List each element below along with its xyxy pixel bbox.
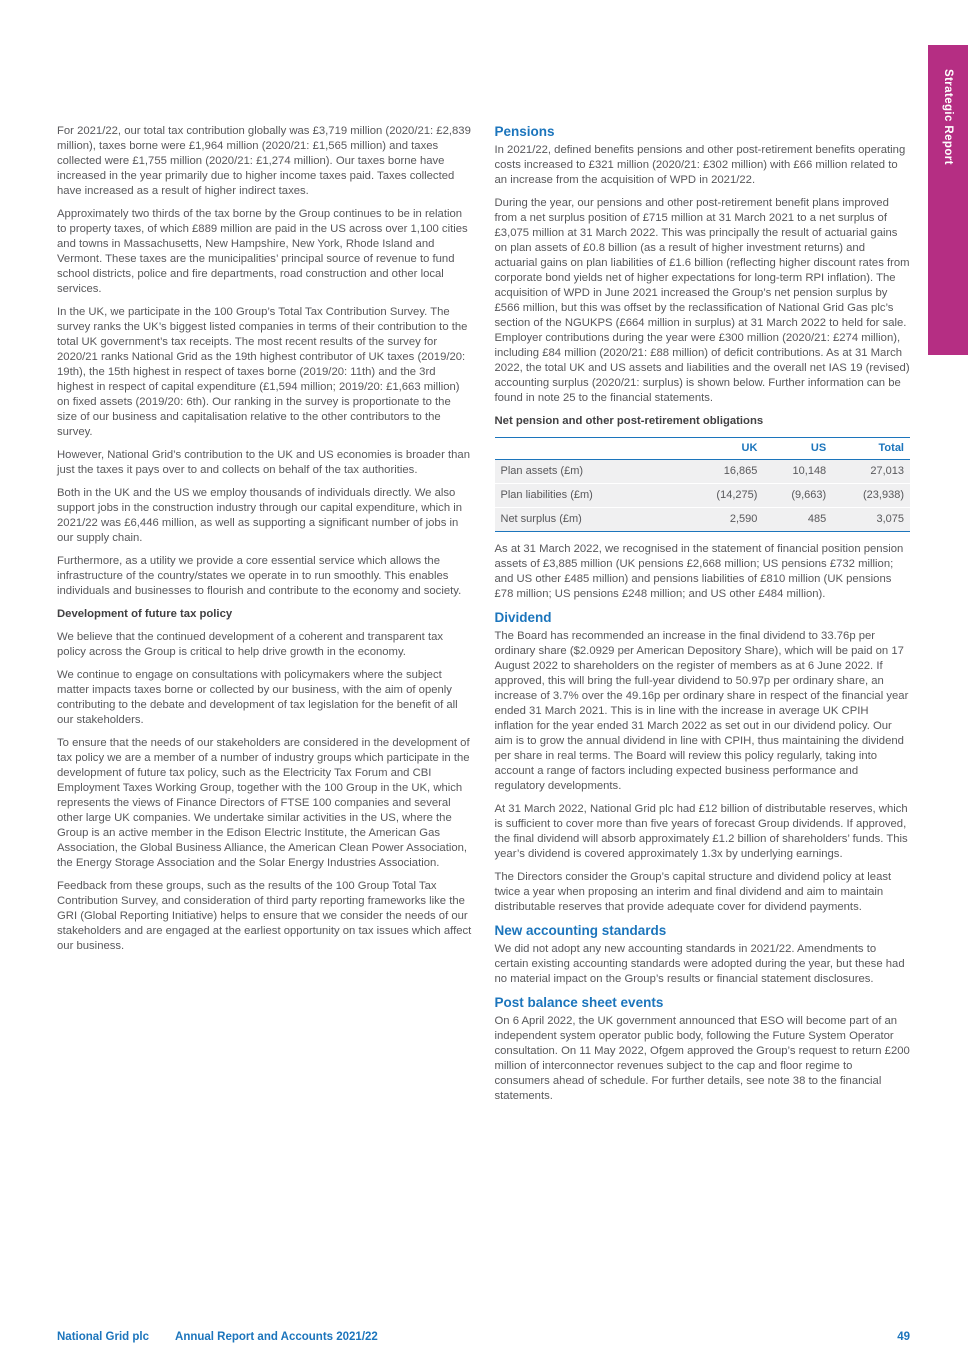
economic-contribution-paragraph: However, National Grid’s contribution to the UK and US economies is broader than just the taxes it pays over to and collects on behalf of the tax authorities. [57, 449, 470, 476]
pensions-recognition-paragraph: As at 31 March 2022, we recognised in the statement of financial position pension assets of £3,885 million (UK pensions £2,668 million; US pensions £732 million; and US other £485 million) and pensions liabilities of £810 million (UK pensions £78 million; US pensions £248 million; and US other £484 million). [494, 543, 904, 600]
dividend-paragraph: The Board has recommended an increase in the final dividend to 33.76p per ordinary share ($2.0929 per American Depository Share), which will be paid on 17 August 2022 to shareholders on the register of members as at 6 June 2022. If approved, this will bring the full-year dividend to 50.97p per ordinary share, an increase of 3.7% over the 49.16p per ordinary share in respect of the financial year ended 31 March 2021. This is in line with the increase in average UK CPIH inflation for the year ended 31 March 2022 as set out in our dividend policy. Our aim is to grow the annual dividend in line with CPIH, thus maintaining the dividend per share in real terms. The Board will review this policy regularly, taking into account a range of factors including expected business performance and regulatory developments. [494, 630, 909, 792]
cell-total: 3,075 [832, 508, 910, 532]
post-balance-paragraph: On 6 April 2022, the UK government announced that ESO will become part of an independent system operator public body, following the Future System Operator consultation. On 11 May 2022, Ofgem approved the Group’s request to return £200 million of interconnector revenues subject to the cap and floor regime to consumers ahead of schedule. For further details, see note 38 to the financial statements. [494, 1015, 910, 1102]
right-column [495, 124, 911, 1112]
pensions-paragraph: In 2021/22, defined benefits pensions and other post-retirement benefits operating costs increased to £321 million (2020/21: £302 million) with £66 million related to an increase from the acquisition of WPD in 2021/22. [494, 144, 906, 186]
tax-survey-paragraph: In the UK, we participate in the 100 Group’s Total Tax Contribution Survey. The survey ranks the UK’s biggest listed companies in terms of their contribution to the total UK government’s tax receipts. The most recent results of the survey for 2020/21 ranks National Grid as the 19th highest contributor of UK taxes (2019/20: 19th), the 15th highest in respect of taxes borne (2019/20: 11th) and the 3rd highest in respect of capital expenditure (£1,594 million; 2019/20: £1,663 million) on fixed assets (2019/20: 6th). Our ranking in the survey is proportionate to the size of our business and capitalisation relative to the other contributors to the survey. [57, 306, 468, 438]
table-header-row [495, 438, 911, 460]
table-header-uk: UK [686, 438, 764, 460]
pensions-heading: Pensions [494, 124, 555, 139]
row-label: Net surplus (£m) [495, 508, 686, 532]
cell-us: 10,148 [763, 460, 832, 484]
row-label: Plan assets (£m) [495, 460, 686, 484]
tax-contribution-paragraph: For 2021/22, our total tax contribution globally was £3,719 million (2020/21: £2,839 million), taxes borne were £1,964 million (2020/21: £1,565 million) and taxes collected were £1,755 million (2020/21: £1,274 million). Our taxes borne have increased in the year primarily due to higher income taxes paid. Taxes collected have increased as a result of higher indirect taxes. [57, 125, 471, 197]
dividend-paragraph: At 31 March 2022, National Grid plc had £12 billion of distributable reserves, which is sufficient to cover more than five years of forecast Group dividends. If approved, the final dividend will absorb approximately £1.2 billion of shareholders’ funds. This year’s dividend is covered approximately 1.3x by underlying earnings. [494, 803, 908, 860]
accounting-standards-heading: New accounting standards [494, 923, 667, 938]
post-balance-heading: Post balance sheet events [494, 995, 664, 1010]
dividend-heading: Dividend [494, 610, 552, 625]
left-column [57, 124, 473, 1112]
cell-us: (9,663) [763, 484, 832, 508]
strategic-report-tab-label: Strategic Report [942, 69, 954, 165]
cell-uk: 2,590 [686, 508, 764, 532]
pension-obligations-table [495, 437, 911, 532]
table-row [495, 508, 911, 532]
cell-uk: 16,865 [686, 460, 764, 484]
table-row [495, 460, 911, 484]
utility-service-paragraph: Furthermore, as a utility we provide a core essential service which allows the infrastructure of the country/states we operate in to run smoothly. This enables individuals and businesses to flourish and contribute to the economy and society. [57, 555, 462, 597]
row-label: Plan liabilities (£m) [495, 484, 686, 508]
property-taxes-paragraph: Approximately two thirds of the tax borne by the Group continues to be in relation to property taxes, of which £889 million are paid in the US across over 1,100 cities and towns in Massachusetts, New Hampshire, New York, Rhode Island and Vermont. These taxes are the municipalities’ principal source of revenue to fund school districts, police and fire departments, road construction and other local services. [57, 208, 468, 295]
footer-report-title: Annual Report and Accounts 2021/22 [175, 1331, 378, 1343]
table-header-blank [495, 438, 686, 460]
pension-table-title: Net pension and other post-retirement obligations [494, 415, 764, 427]
cell-us: 485 [763, 508, 832, 532]
strategic-report-tab [928, 45, 968, 355]
tax-policy-paragraph: We believe that the continued development of a coherent and transparent tax policy across the Group is critical to help drive growth in the economy. [57, 631, 444, 658]
accounting-standards-paragraph: We did not adopt any new accounting standards in 2021/22. Amendments to certain existing accounting standards were adopted during the year, but these had no material impact on the Group’s results or financial statement disclosures. [494, 943, 905, 985]
table-row [495, 484, 911, 508]
tax-policy-heading: Development of future tax policy [57, 608, 233, 620]
cell-uk: (14,275) [686, 484, 764, 508]
tax-policy-paragraph: To ensure that the needs of our stakeholders are considered in the development of tax policy we are a member of a number of industry groups which participate in the development of future tax policy, such as the Electricity Tax Forum and CBI Employment Taxes Working Group, together with the 100 Group in the UK, which represents the views of Finance Directors of FTSE 100 companies and several other large UK companies. We undertake similar activities in the US, where the Group is an active member in the Edison Electric Institute, the American Gas Association, the Global Business Alliance, the American Clean Power Association, the Energy Storage Association and the Solar Energy Industries Association. [57, 737, 470, 869]
table-header-us: US [763, 438, 832, 460]
tax-policy-paragraph: Feedback from these groups, such as the results of the 100 Group Total Tax Contribution Survey, and consideration of third party reporting frameworks like the GRI (Global Reporting Initiative) helps to ensure that we consider the needs of our stakeholders and are engaged at the earliest opportunity on tax issues which affect our business. [57, 880, 472, 952]
footer-company: National Grid plc [57, 1331, 150, 1343]
dividend-paragraph: The Directors consider the Group’s capital structure and dividend policy at least twice a year when proposing an interim and final dividend and aim to maintain distributable reserves that provide adequate cover for dividend payments. [494, 871, 892, 913]
page-footer [57, 1331, 910, 1343]
cell-total: 27,013 [832, 460, 910, 484]
footer-page-number: 49 [897, 1331, 910, 1343]
pensions-paragraph: During the year, our pensions and other post-retirement benefit plans improved from a net surplus position of £715 million at 31 March 2021 to a net surplus of £3,075 million at 31 March 2022. This was principally the result of actuarial gains on plan assets of £0.8 billion (as a result of higher investment returns) and actuarial gains on plan liabilities of £1.6 billion (reflecting higher discount rates from corporate bond yields net of higher expectations for long-term RPI inflation). The acquisition of WPD in June 2021 increased the Group’s net pension surplus by £566 million, but this was offset by the reclassification of National Grid Gas plc’s section of the NGUKPS (£664 million in surplus) at 31 March 2022 to held for sale. Employer contributions during the year were £300 million (2020/21: £274 million), including £84 million (2020/21: £88 million) of deficit contributions. As at 31 March 2022, the total UK and US assets and liabilities and the overall net IAS 19 (revised) accounting surplus (2020/21: surplus) is shown below. Further information can be found in note 25 to the financial statements. [494, 197, 910, 404]
cell-total: (23,938) [832, 484, 910, 508]
tax-policy-paragraph: We continue to engage on consultations with policymakers where the subject matter impacts taxes borne or collected by our business, with the aim of openly contributing to the debate and development of tax legislation for the benefit of all our stakeholders. [57, 669, 458, 726]
employment-paragraph: Both in the UK and the US we employ thousands of individuals directly. We also support jobs in the construction industry through our capital expenditure, which in 2021/22 was £6,446 million, as well as supporting a significant number of jobs in our supply chain. [57, 487, 463, 544]
table-header-total: Total [832, 438, 910, 460]
